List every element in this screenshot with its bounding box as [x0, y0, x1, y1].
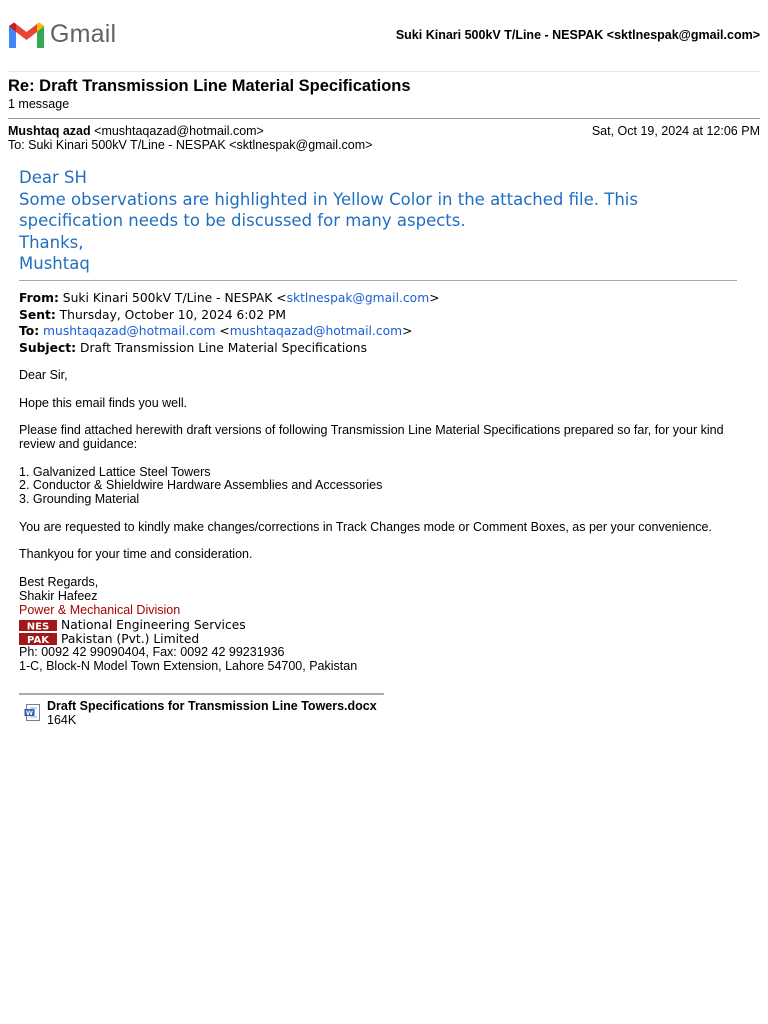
- reply-body: [19, 167, 739, 275]
- fwd-to-email-link-2[interactable]: mushtaqazad@hotmail.com: [229, 324, 403, 338]
- quote-divider: [19, 280, 737, 281]
- fwd-from-email-link[interactable]: sktlnespak@gmail.com: [286, 291, 430, 305]
- message-count: 1 message: [8, 97, 70, 111]
- svg-text:NES: NES: [26, 621, 50, 633]
- reply-text: Some observations are highlighted in Yellow Color in the attached file. This specification needs to be discussed for many aspects.: [19, 189, 638, 230]
- body-line-2: Please find attached herewith draft versions of following Transmission Line Material Specifications prepared so far, for your kind review and guidance:: [19, 423, 724, 451]
- body-line-1: Hope this email finds you well.: [19, 395, 188, 410]
- body-greeting: Dear Sir,: [19, 368, 68, 382]
- fwd-to-open: <: [219, 324, 230, 338]
- list-item: 2. Conductor & Shieldwire Hardware Assemblies and Accessories: [19, 478, 383, 493]
- fwd-from-name: Suki Kinari 500kV T/Line - NESPAK <: [62, 291, 287, 305]
- word-document-icon[interactable]: [24, 704, 41, 721]
- company-block: [19, 618, 754, 646]
- fwd-subject-value: Draft Transmission Line Material Specifications: [79, 340, 367, 355]
- list-item: 3. Grounding Material: [19, 492, 140, 507]
- nespak-logo-icon: [19, 620, 57, 645]
- company-line-2: Pakistan (Pvt.) Limited: [61, 632, 200, 647]
- email-body: [19, 369, 754, 674]
- fwd-subject-label: Subject:: [19, 340, 77, 355]
- spec-list: [19, 466, 754, 507]
- gmail-logo-text: Gmail: [50, 20, 117, 48]
- company-line-1: National Engineering Services: [61, 618, 246, 633]
- sender: [8, 124, 264, 138]
- sig-address: 1-C, Block-N Model Town Extension, Lahore 54700, Pakistan: [19, 659, 358, 674]
- list-item: 1. Galvanized Lattice Steel Towers: [19, 464, 211, 479]
- header-divider: [8, 71, 760, 72]
- fwd-to-close: >: [402, 324, 413, 338]
- company-name: [61, 618, 246, 646]
- fwd-sent-value: Thursday, October 10, 2024 6:02 PM: [59, 307, 287, 322]
- gmail-header: [0, 0, 768, 72]
- svg-text:PAK: PAK: [27, 635, 49, 646]
- fwd-sent-label: Sent:: [19, 307, 56, 322]
- fwd-to: [19, 323, 440, 340]
- sender-email: <mushtaqazad@hotmail.com>: [94, 124, 264, 138]
- signature: [19, 576, 754, 674]
- sig-name: Shakir Hafeez: [19, 588, 98, 603]
- reply-signoff: Mushtaq: [19, 254, 90, 273]
- sig-division: Power & Mechanical Division: [19, 602, 181, 617]
- reply-thanks: Thanks,: [19, 232, 84, 252]
- fwd-sent: [19, 307, 440, 324]
- account-label: Suki Kinari 500kV T/Line - NESPAK <sktlnespak@gmail.com>: [395, 28, 760, 42]
- sender-name: Mushtaq azad: [8, 124, 91, 138]
- fwd-from-close: >: [429, 291, 440, 305]
- attachment-size: 164K: [47, 713, 77, 727]
- attachment-divider: [19, 693, 384, 695]
- fwd-from: [19, 290, 440, 307]
- forwarded-header: [19, 290, 440, 356]
- thread-subject: Re: Draft Transmission Line Material Specifications: [8, 77, 411, 95]
- sig-regards: Best Regards,: [19, 574, 99, 589]
- fwd-to-email-link[interactable]: mushtaqazad@hotmail.com: [43, 324, 216, 338]
- recipient-line: To: Suki Kinari 500kV T/Line - NESPAK <sktlnespak@gmail.com>: [8, 138, 373, 152]
- subject-divider: [8, 118, 760, 119]
- fwd-to-label: To:: [19, 324, 40, 338]
- body-line-4: Thankyou for your time and consideration.: [19, 547, 253, 562]
- svg-text:W: W: [25, 709, 34, 717]
- body-line-3: You are requested to kindly make changes/corrections in Track Changes mode or Comment Boxes, as per your convenience.: [19, 519, 712, 534]
- attachment-name[interactable]: Draft Specifications for Transmission Line Towers.docx: [47, 699, 377, 713]
- fwd-from-label: From:: [19, 291, 59, 305]
- message-date: Sat, Oct 19, 2024 at 12:06 PM: [591, 124, 760, 138]
- sig-phone: Ph: 0092 42 99090404, Fax: 0092 42 99231936: [19, 645, 285, 660]
- reply-greeting: Dear SH: [19, 168, 87, 187]
- fwd-subject: [19, 340, 440, 357]
